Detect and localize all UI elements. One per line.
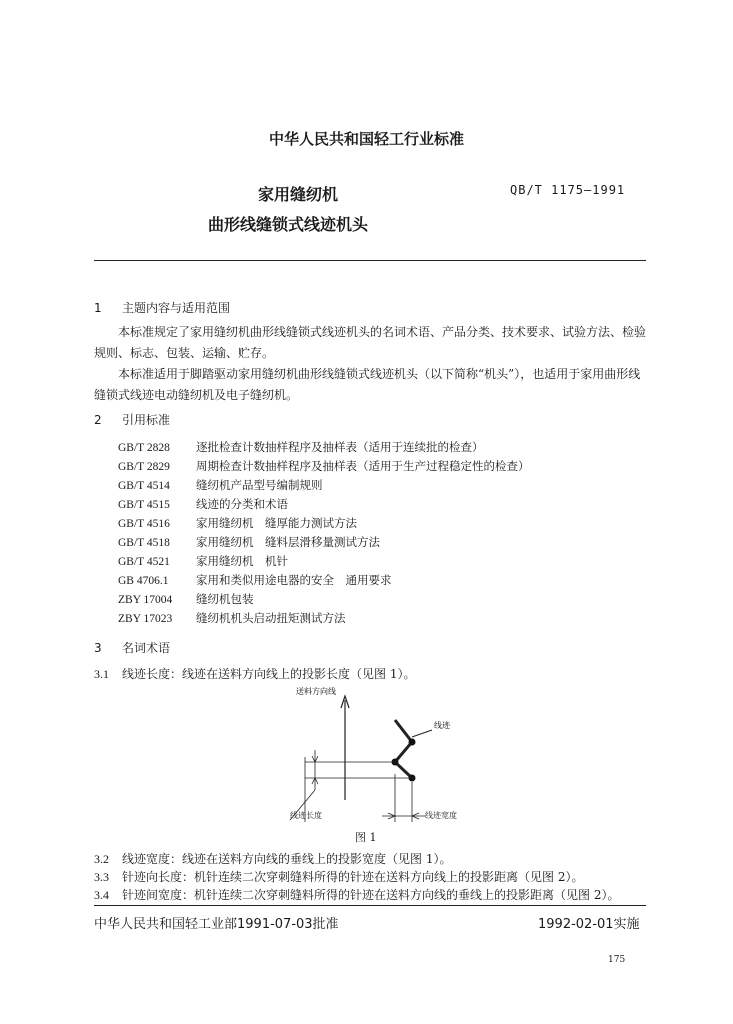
title-line-2: 曲形线缝锁式线迹机头 bbox=[208, 215, 369, 234]
reference-item bbox=[118, 553, 288, 569]
definition-text: 针迹向长度：机针连续二次穿刺缝料所得的针迹在送料方向线上的投影距离（见图 2）。 bbox=[122, 870, 584, 884]
definition-item bbox=[94, 850, 451, 867]
label-stitch-width: 线迹宽度 bbox=[425, 811, 457, 820]
reference-code: GB/T 4516 bbox=[118, 518, 170, 530]
definition-text: 线迹宽度：线迹在送料方向线的垂线上的投影宽度（见图 1）。 bbox=[122, 852, 452, 866]
reference-name: 逐批检查计数抽样程序及抽样表（适用于连续批的检查） bbox=[196, 440, 484, 454]
standard-number: QB/T 1175—1991 bbox=[510, 183, 626, 197]
reference-item bbox=[118, 534, 380, 550]
reference-item bbox=[118, 477, 323, 493]
reference-item bbox=[118, 496, 288, 512]
reference-name: 缝纫机机头启动扭矩测试方法 bbox=[196, 611, 346, 625]
reference-item bbox=[118, 515, 357, 531]
length-dimension-arrows bbox=[312, 750, 318, 790]
section-number: 3 bbox=[94, 641, 102, 655]
reference-code: GB 4706.1 bbox=[118, 575, 169, 587]
definition-text: 线迹长度：线迹在送料方向线上的投影长度（见图 1）。 bbox=[122, 667, 416, 681]
reference-item bbox=[118, 591, 254, 607]
reference-name: 缝纫机产品型号编制规则 bbox=[196, 478, 323, 492]
reference-code: GB/T 4518 bbox=[118, 537, 170, 549]
footer-divider bbox=[94, 905, 646, 906]
reference-code: GB/T 2829 bbox=[118, 461, 170, 473]
reference-code: ZBY 17023 bbox=[118, 613, 173, 625]
reference-name: 缝纫机包装 bbox=[196, 592, 254, 606]
section-title: 引用标准 bbox=[122, 413, 171, 427]
width-dimension-arrows bbox=[382, 813, 426, 819]
stitch-line bbox=[392, 720, 416, 782]
page-number: 175 bbox=[608, 955, 626, 965]
section-1-paragraph-1: 本标准规定了家用缝纫机曲形线缝锁式线迹机头的名词术语、产品分类、技术要求、试验方法、检验规则、标志、包装、运输、贮存。 bbox=[94, 325, 647, 360]
reference-name: 周期检查计数抽样程序及抽样表（适用于生产过程稳定性的检查） bbox=[196, 459, 530, 473]
definition-number: 3.3 bbox=[94, 870, 109, 884]
reference-name: 线迹的分类和术语 bbox=[196, 497, 288, 511]
reference-item bbox=[118, 458, 530, 474]
reference-item bbox=[118, 610, 346, 626]
feed-direction-axis bbox=[341, 696, 349, 800]
figure-1-diagram bbox=[270, 682, 470, 822]
definition-item bbox=[94, 665, 415, 682]
header-divider bbox=[94, 260, 646, 261]
reference-code: GB/T 4521 bbox=[118, 556, 170, 568]
title-line-1: 家用缝纫机 bbox=[258, 185, 339, 204]
reference-code: GB/T 2828 bbox=[118, 442, 170, 454]
definition-item bbox=[94, 868, 583, 885]
section-3-heading bbox=[94, 639, 170, 656]
section-title: 主题内容与适用范围 bbox=[122, 301, 231, 315]
section-2-heading bbox=[94, 411, 170, 428]
label-stitch-length: 线迹长度 bbox=[290, 811, 322, 820]
definition-number: 3.1 bbox=[94, 667, 109, 681]
definition-text: 针迹间宽度：机针连续二次穿刺缝料所得的针迹在送料方向线的垂线上的投影距离（见图 2）。 bbox=[122, 888, 620, 902]
definition-number: 3.4 bbox=[94, 888, 109, 902]
reference-code: GB/T 4515 bbox=[118, 499, 170, 511]
section-1-paragraph-2: 本标准适用于脚踏驱动家用缝纫机曲形线缝锁式线迹机头（以下简称“机头”），也适用于家用曲形线缝锁式线迹电动缝纫机及电子缝纫机。 bbox=[94, 367, 641, 402]
label-feed-direction: 送料方向线 bbox=[296, 687, 336, 696]
reference-item bbox=[118, 439, 484, 455]
reference-name: 家用和类似用途电器的安全 通用要求 bbox=[196, 573, 392, 587]
reference-name: 家用缝纫机 机针 bbox=[196, 554, 288, 568]
reference-name: 家用缝纫机 缝厚能力测试方法 bbox=[196, 516, 357, 530]
approval-statement: 中华人民共和国轻工业部1991-07-03批准 bbox=[94, 917, 339, 932]
label-stitch: 线迹 bbox=[434, 721, 450, 730]
standard-organization: 中华人民共和国轻工行业标准 bbox=[268, 130, 464, 148]
effective-date: 1992-02-01实施 bbox=[538, 917, 640, 932]
section-title: 名词术语 bbox=[122, 641, 171, 655]
definition-item bbox=[94, 886, 619, 903]
section-1-heading bbox=[94, 299, 230, 316]
figure-1-caption: 图 1 bbox=[355, 831, 377, 844]
reference-code: GB/T 4514 bbox=[118, 480, 170, 492]
definition-number: 3.2 bbox=[94, 852, 109, 866]
section-number: 2 bbox=[94, 413, 102, 427]
section-number: 1 bbox=[94, 301, 102, 315]
reference-item bbox=[118, 572, 392, 588]
reference-name: 家用缝纫机 缝料层滑移量测试方法 bbox=[196, 535, 380, 549]
reference-code: ZBY 17004 bbox=[118, 594, 173, 606]
